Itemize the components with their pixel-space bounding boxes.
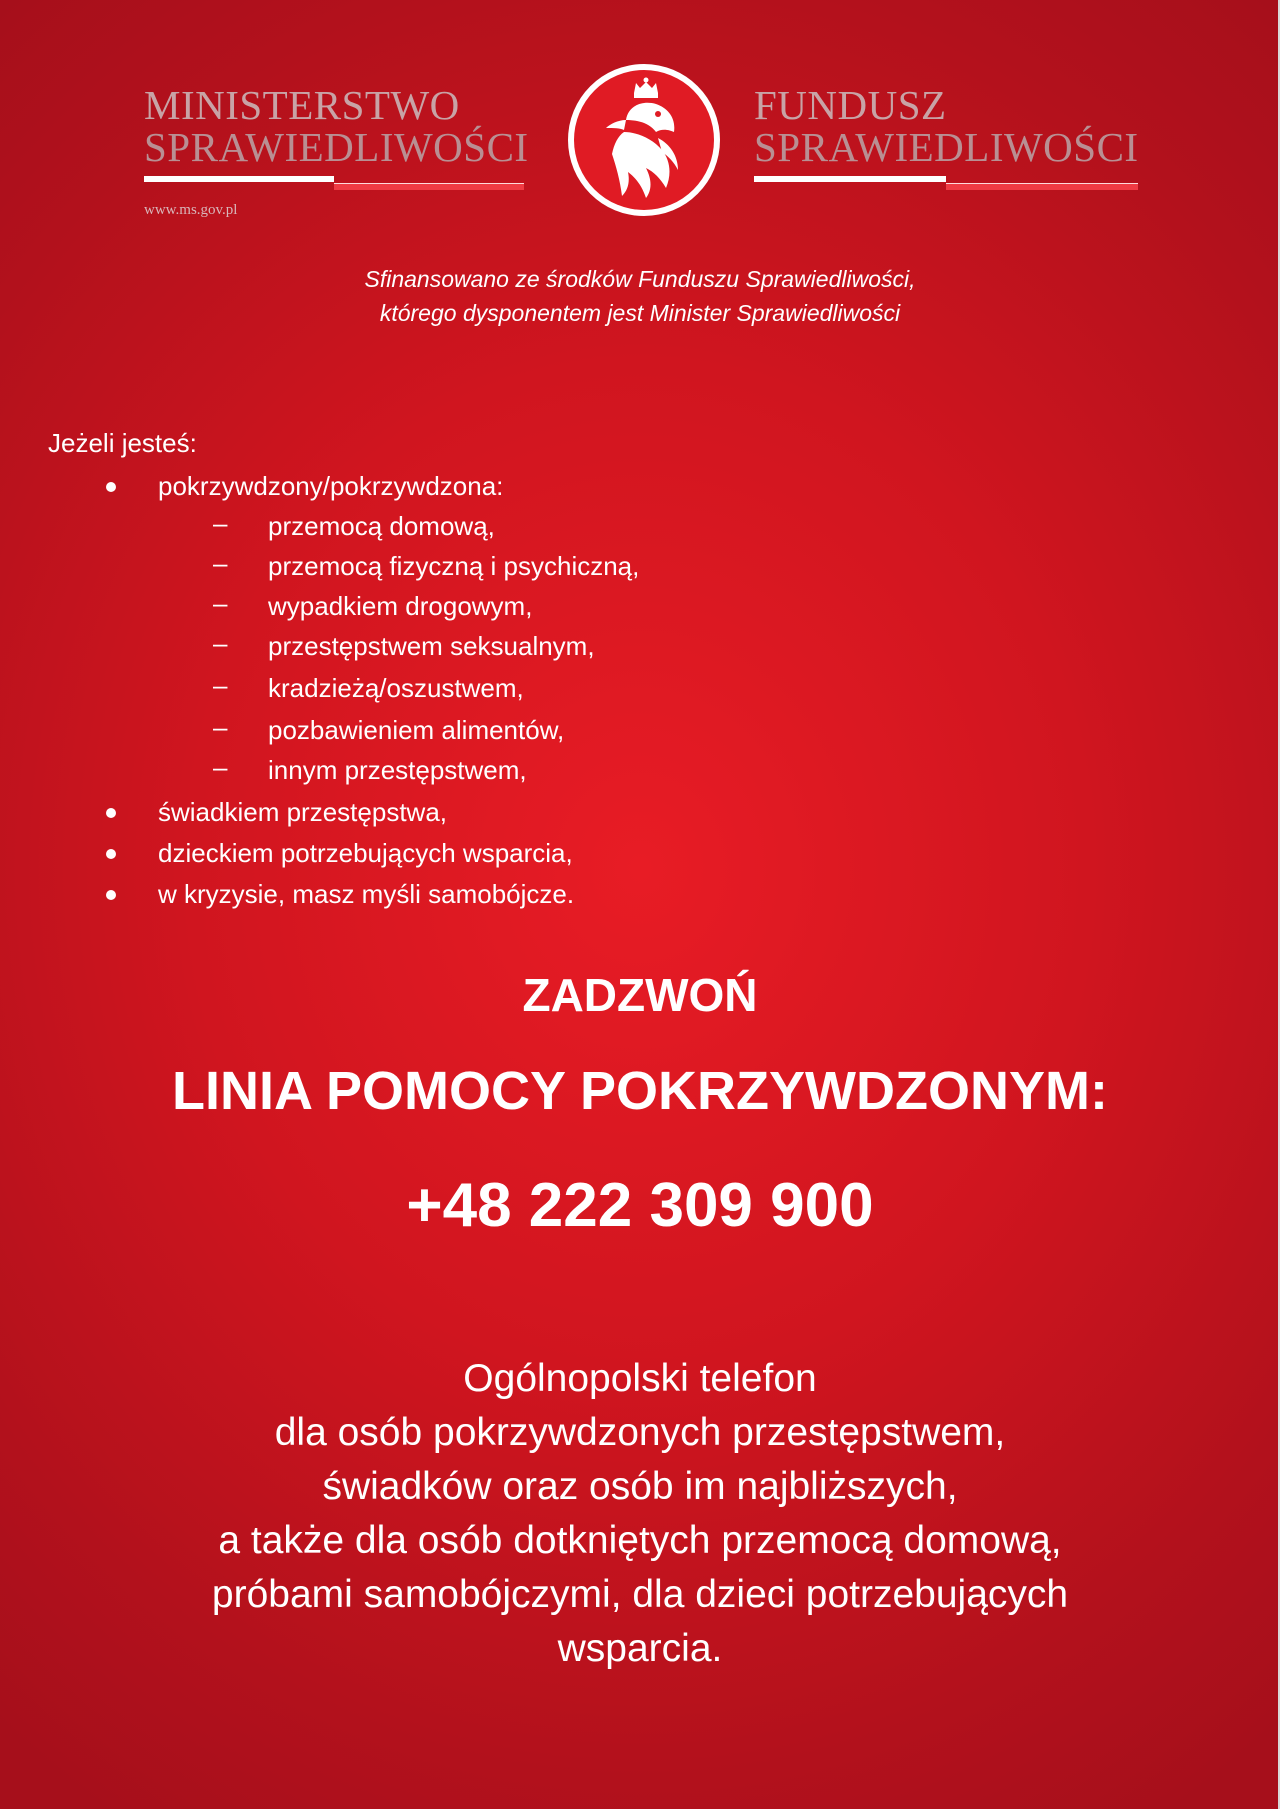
- ministry-url: www.ms.gov.pl: [144, 202, 238, 218]
- description-line: świadków oraz osób im najbliższych,: [322, 1465, 958, 1508]
- dash-mark: –: [213, 752, 228, 782]
- bullet-dot: [106, 849, 116, 859]
- eligibility-intro: Jeżeli jesteś:: [48, 428, 197, 458]
- sub-item: innym przestępstwem,: [268, 755, 527, 785]
- helpline-phone-number[interactable]: +48 222 309 900: [406, 1171, 874, 1240]
- list-item-witness: świadkiem przestępstwa,: [158, 797, 447, 827]
- call-heading: ZADZWOŃ: [522, 969, 758, 1021]
- dash-mark: –: [213, 712, 228, 742]
- funding-note-line2: którego dysponentem jest Minister Sprawiedliwości: [379, 300, 901, 326]
- sub-item: przestępstwem seksualnym,: [268, 631, 595, 661]
- dash-mark: –: [213, 508, 228, 538]
- ministry-flag-bars: [144, 172, 526, 196]
- fund-flag-bars: [754, 172, 1140, 196]
- funding-note: [0, 262, 1280, 330]
- list-item-victim: pokrzywdzony/pokrzywdzona:: [158, 471, 504, 501]
- description-line: Ogólnopolski telefon: [463, 1357, 817, 1400]
- flag-bar-red: [334, 183, 524, 190]
- fund-logo: [754, 84, 1140, 196]
- list-item-child: dzieckiem potrzebujących wsparcia,: [158, 838, 573, 868]
- ministry-name-line2: SPRAWIEDLIWOŚCI: [144, 124, 529, 170]
- flag-bar-white: [144, 176, 334, 182]
- dash-mark: –: [213, 588, 228, 618]
- flag-bar-white: [754, 176, 946, 182]
- sub-item: przemocą domową,: [268, 511, 495, 541]
- list-item-crisis: w kryzysie, masz myśli samobójcze.: [158, 879, 575, 909]
- fund-name-line2: SPRAWIEDLIWOŚCI: [754, 124, 1139, 170]
- sub-item: kradzieżą/oszustwem,: [268, 673, 524, 703]
- funding-note-line1: Sfinansowano ze środków Funduszu Sprawiedliwości,: [364, 266, 916, 292]
- description-line: wsparcia.: [557, 1627, 723, 1670]
- ministry-logo: [144, 82, 529, 219]
- sub-item: pozbawieniem alimentów,: [268, 715, 565, 745]
- description-line: a także dla osób dotkniętych przemocą domową,: [218, 1519, 1062, 1562]
- fund-name-line1: FUNDUSZ: [754, 82, 947, 128]
- description-line: dla osób pokrzywdzonych przestępstwem,: [274, 1411, 1006, 1454]
- dash-mark: –: [213, 548, 228, 578]
- sub-item: wypadkiem drogowym,: [268, 591, 533, 621]
- bullet-dot: [106, 482, 116, 492]
- ministry-name-line1: MINISTERSTWO: [144, 82, 460, 128]
- description-line: próbami samobójczymi, dla dzieci potrzebujących: [211, 1573, 1069, 1616]
- helpline-title: LINIA POMOCY POKRZYWDZONYM:: [172, 1061, 1108, 1121]
- sub-item: przemocą fizyczną i psychiczną,: [268, 551, 640, 581]
- helpline-description: [0, 1352, 1280, 1676]
- flag-bar-red: [946, 183, 1138, 190]
- white-eagle-emblem-icon: [566, 62, 722, 218]
- dash-mark: –: [213, 628, 228, 658]
- bullet-dot: [106, 890, 116, 900]
- bullet-dot: [106, 808, 116, 818]
- dash-mark: –: [213, 670, 228, 700]
